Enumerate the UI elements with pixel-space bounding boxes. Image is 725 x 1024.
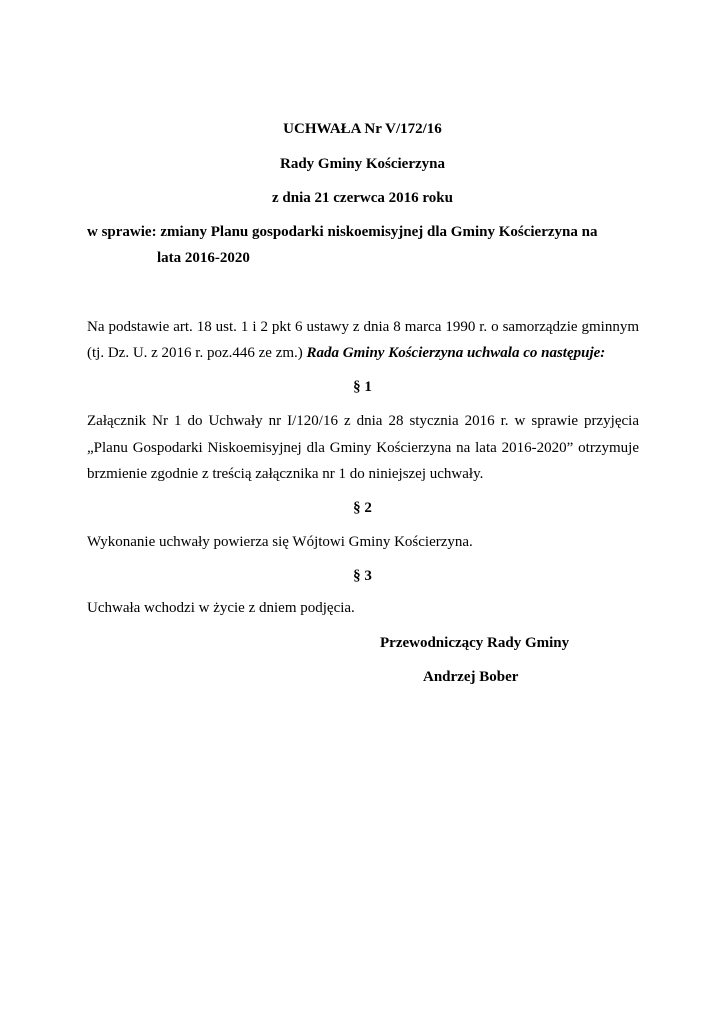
section-3-line-1: Uchwała wchodzi w życie z dniem podjęcia.: [87, 600, 355, 616]
section-1-line-1: Załącznik Nr 1 do Uchwały nr I/120/16 z dnia 28 stycznia 2016 r. w sprawie przyjęcia: [87, 413, 639, 429]
preamble-decision: Rada Gminy Kościerzyna uchwala co następuje:: [306, 345, 606, 361]
signature-role: Przewodniczący Rady Gminy: [380, 635, 570, 651]
section-1-line-2: „Planu Gospodarki Niskoemisyjnej dla Gminy Kościerzyna na lata 2016-2020” otrzymuje: [87, 440, 639, 456]
preamble-line-1: Na podstawie art. 18 ust. 1 i 2 pkt 6 ustawy z dnia 8 marca 1990 r. o samorządzie gminnym: [87, 319, 639, 335]
resolution-title: UCHWAŁA Nr V/172/16: [283, 121, 442, 137]
subject-line-2: lata 2016-2020: [157, 250, 250, 266]
signature-name: Andrzej Bober: [423, 669, 519, 685]
section-2-heading: § 2: [353, 500, 372, 516]
preamble-line-2: [87, 344, 605, 362]
subject-line-1: w sprawie: zmiany Planu gospodarki niskoemisyjnej dla Gminy Kościerzyna na: [87, 224, 598, 240]
section-3-heading: § 3: [353, 568, 372, 584]
council-name: Rady Gminy Kościerzyna: [280, 156, 445, 172]
section-1-line-3: brzmienie zgodnie z treścią załącznika nr 1 do niniejszej uchwały.: [87, 466, 484, 482]
preamble-legal-basis: (tj. Dz. U. z 2016 r. poz.446 ze zm.): [87, 345, 307, 361]
resolution-date: z dnia 21 czerwca 2016 roku: [272, 190, 453, 206]
section-1-heading: § 1: [353, 379, 372, 395]
section-2-line-1: Wykonanie uchwały powierza się Wójtowi Gminy Kościerzyna.: [87, 534, 473, 550]
